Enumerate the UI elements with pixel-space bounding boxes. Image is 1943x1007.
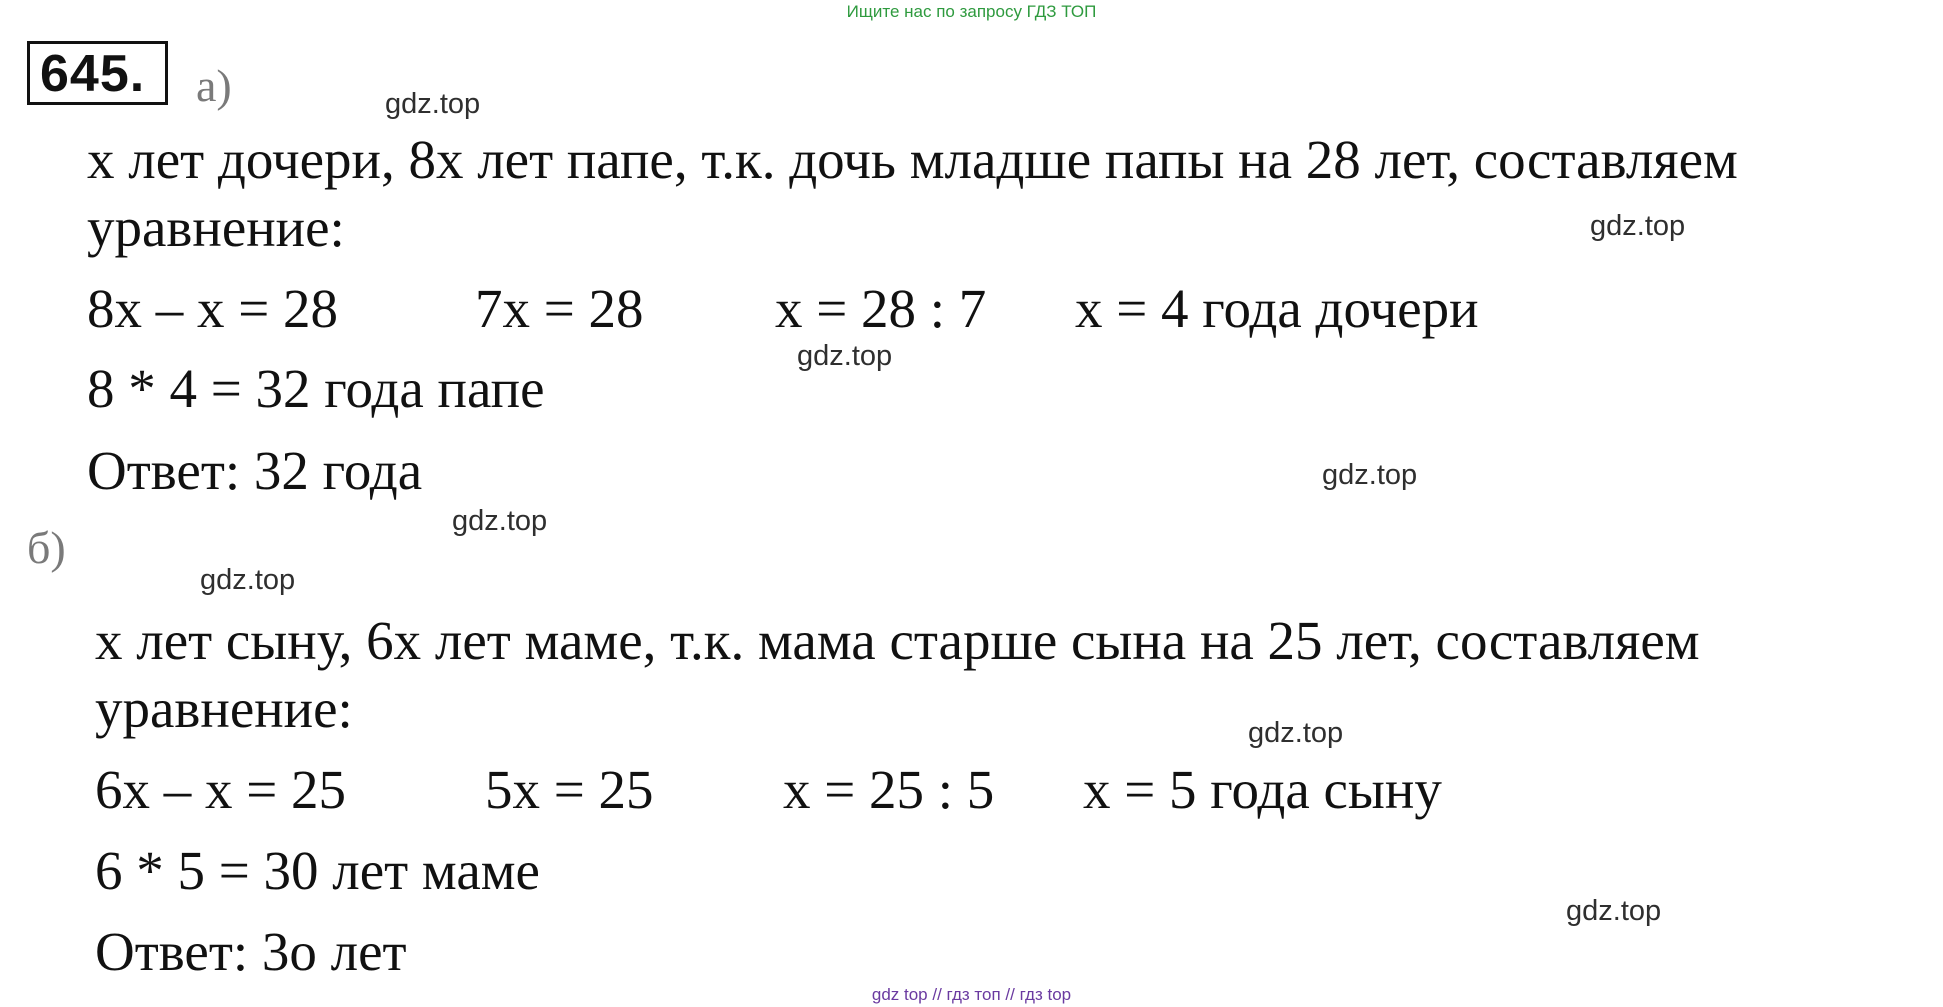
part-b-label: б) (27, 522, 66, 573)
part-b-calculation: 6 * 5 = 30 лет маме (95, 840, 540, 901)
part-b-condition-line1: x лет сыну, 6x лет маме, т.к. мама старше сына на 25 лет, составляем (95, 610, 1700, 671)
watermark: gdz.top (797, 340, 893, 372)
part-a-equation-4: x = 4 года дочери (1075, 278, 1479, 339)
watermark: gdz.top (1248, 717, 1344, 749)
part-a-equation-3: x = 28 : 7 (775, 278, 987, 339)
watermark: gdz.top (385, 88, 481, 120)
part-b-equation-1: 6x – x = 25 (95, 759, 347, 820)
watermark: gdz.top (1566, 895, 1662, 927)
footer-separator: // (1005, 985, 1015, 1004)
part-a-calculation: 8 * 4 = 32 года папе (87, 358, 545, 419)
problem-number: 645. (40, 45, 146, 103)
part-b-answer: Ответ: 3о лет (95, 921, 407, 982)
part-a-equation-1: 8x – x = 28 (87, 278, 339, 339)
top-banner: Ищите нас по запросу ГДЗ ТОП (846, 2, 1097, 21)
part-b-condition-line2: уравнение: (95, 678, 353, 739)
watermark: gdz.top (200, 564, 296, 596)
part-b-equation-3: x = 25 : 5 (783, 759, 995, 820)
part-a-answer: Ответ: 32 года (87, 440, 423, 501)
part-a-equation-2: 7x = 28 (475, 278, 644, 339)
part-a-condition-line1: x лет дочери, 8x лет папе, т.к. дочь младше папы на 28 лет, составляем (87, 129, 1738, 190)
footer-separator: // (932, 985, 942, 1004)
part-b-equation-4: x = 5 года сыну (1083, 759, 1442, 820)
watermark: gdz.top (1322, 459, 1418, 491)
footer-link-gdz-top-ru[interactable]: гдз топ (946, 985, 1001, 1004)
footer-link-gdz-top[interactable]: gdz top (871, 985, 928, 1004)
watermark: gdz.top (1590, 210, 1686, 242)
part-a-condition-line2: уравнение: (87, 197, 345, 258)
footer-link-gdz-top-mixed[interactable]: гдз top (1019, 985, 1072, 1004)
watermark: gdz.top (452, 505, 548, 537)
footer-links (0, 985, 1943, 1005)
part-b-equation-2: 5x = 25 (485, 759, 654, 820)
part-a-label: а) (196, 60, 232, 111)
